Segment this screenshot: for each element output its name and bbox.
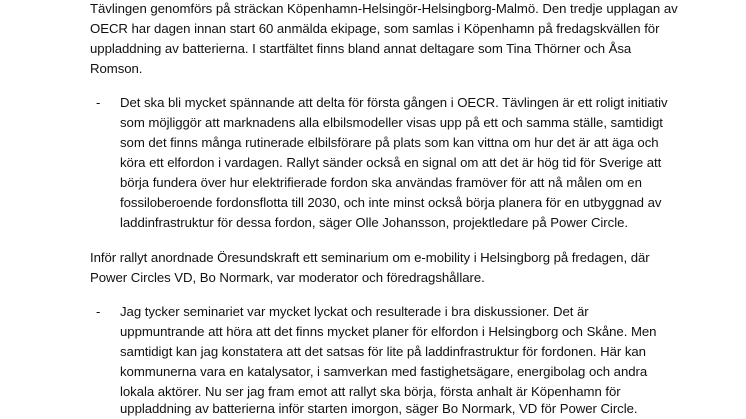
quote-2-line-5: lokala aktörer. Nu ser jag fram emot att rallyt ska börja, första anhalt är Köpenhamn för bbox=[120, 384, 621, 399]
quote-1-line-6: fossiloberoende fordonsflotta till 2030, och inte minst också börja planera för en utbyggnad av bbox=[120, 195, 662, 210]
quote-2-line-6: uppladdning av batterierna inför starten imorgon, säger Bo Normark, VD för Power Circle. bbox=[120, 401, 638, 416]
quote-1-line-4: köra ett elfordon i vardagen. Rallyt sänder också en signal om att det är hög tid för Sverige att bbox=[120, 155, 662, 170]
paragraph-1-line-3: uppladdning av batterierna. I startfältet finns bland annat deltagare som Tina Thörner och Åsa bbox=[90, 41, 632, 56]
quote-1-line-7: laddinfrastruktur för dessa fordon, säger Olle Johansson, projektledare på Power Circle. bbox=[120, 215, 628, 230]
paragraph-1-line-4: Romson. bbox=[90, 61, 143, 76]
quote-1-line-5: börja fundera över hur elektrifierade fordon ska användas framöver för att nå målen om en bbox=[120, 175, 642, 190]
quote-2-line-2: uppmuntrande att höra att det finns mycket planer för elfordon i Helsingborg och Skåne. Men bbox=[120, 324, 657, 339]
quote-2-line-4: kommunerna vara en katalysator, i samverkan med fastighetsägare, energibolag och andra bbox=[120, 364, 648, 379]
quote-1-line-2: som möjliggör att marknadens alla elbilsmodeller visas upp på ett och samma ställe, samtidigt bbox=[120, 115, 663, 130]
paragraph-1-line-2: OECR har dagen innan start 60 anmälda ekipage, som samlas i Köpenhamn på fredagskvällen för bbox=[90, 21, 660, 36]
quote-1-line-1: Det ska bli mycket spännande att delta för första gången i OECR. Tävlingen är ett roligt initiativ bbox=[120, 95, 668, 110]
paragraph-2-line-1: Inför rallyt anordnade Öresundskraft ett seminarium om e-mobility i Helsingborg på fredagen, där bbox=[90, 250, 650, 265]
paragraph-1-line-1: Tävlingen genomförs på sträckan Köpenhamn-Helsingör-Helsingborg-Malmö. Den tredje upplagan av bbox=[90, 1, 678, 16]
quote-2-line-1: Jag tycker seminariet var mycket lyckat och resulterade i bra diskussioner. Det är bbox=[120, 304, 589, 319]
quote-1-line-3: som det finns många rutinerade elbilsförare på plats som kan vittna om hur det är att äga och bbox=[120, 135, 659, 150]
bullet-marker-2: - bbox=[96, 304, 101, 319]
paragraph-2-line-2: Power Circles VD, Bo Normark, var moderator och föredragshållare. bbox=[90, 270, 485, 285]
quote-2-line-3: samtidigt kan jag konstatera att det satsas för lite på laddinfrastruktur för fordonen. Här kan bbox=[120, 344, 646, 359]
bullet-marker-1: - bbox=[96, 95, 101, 110]
